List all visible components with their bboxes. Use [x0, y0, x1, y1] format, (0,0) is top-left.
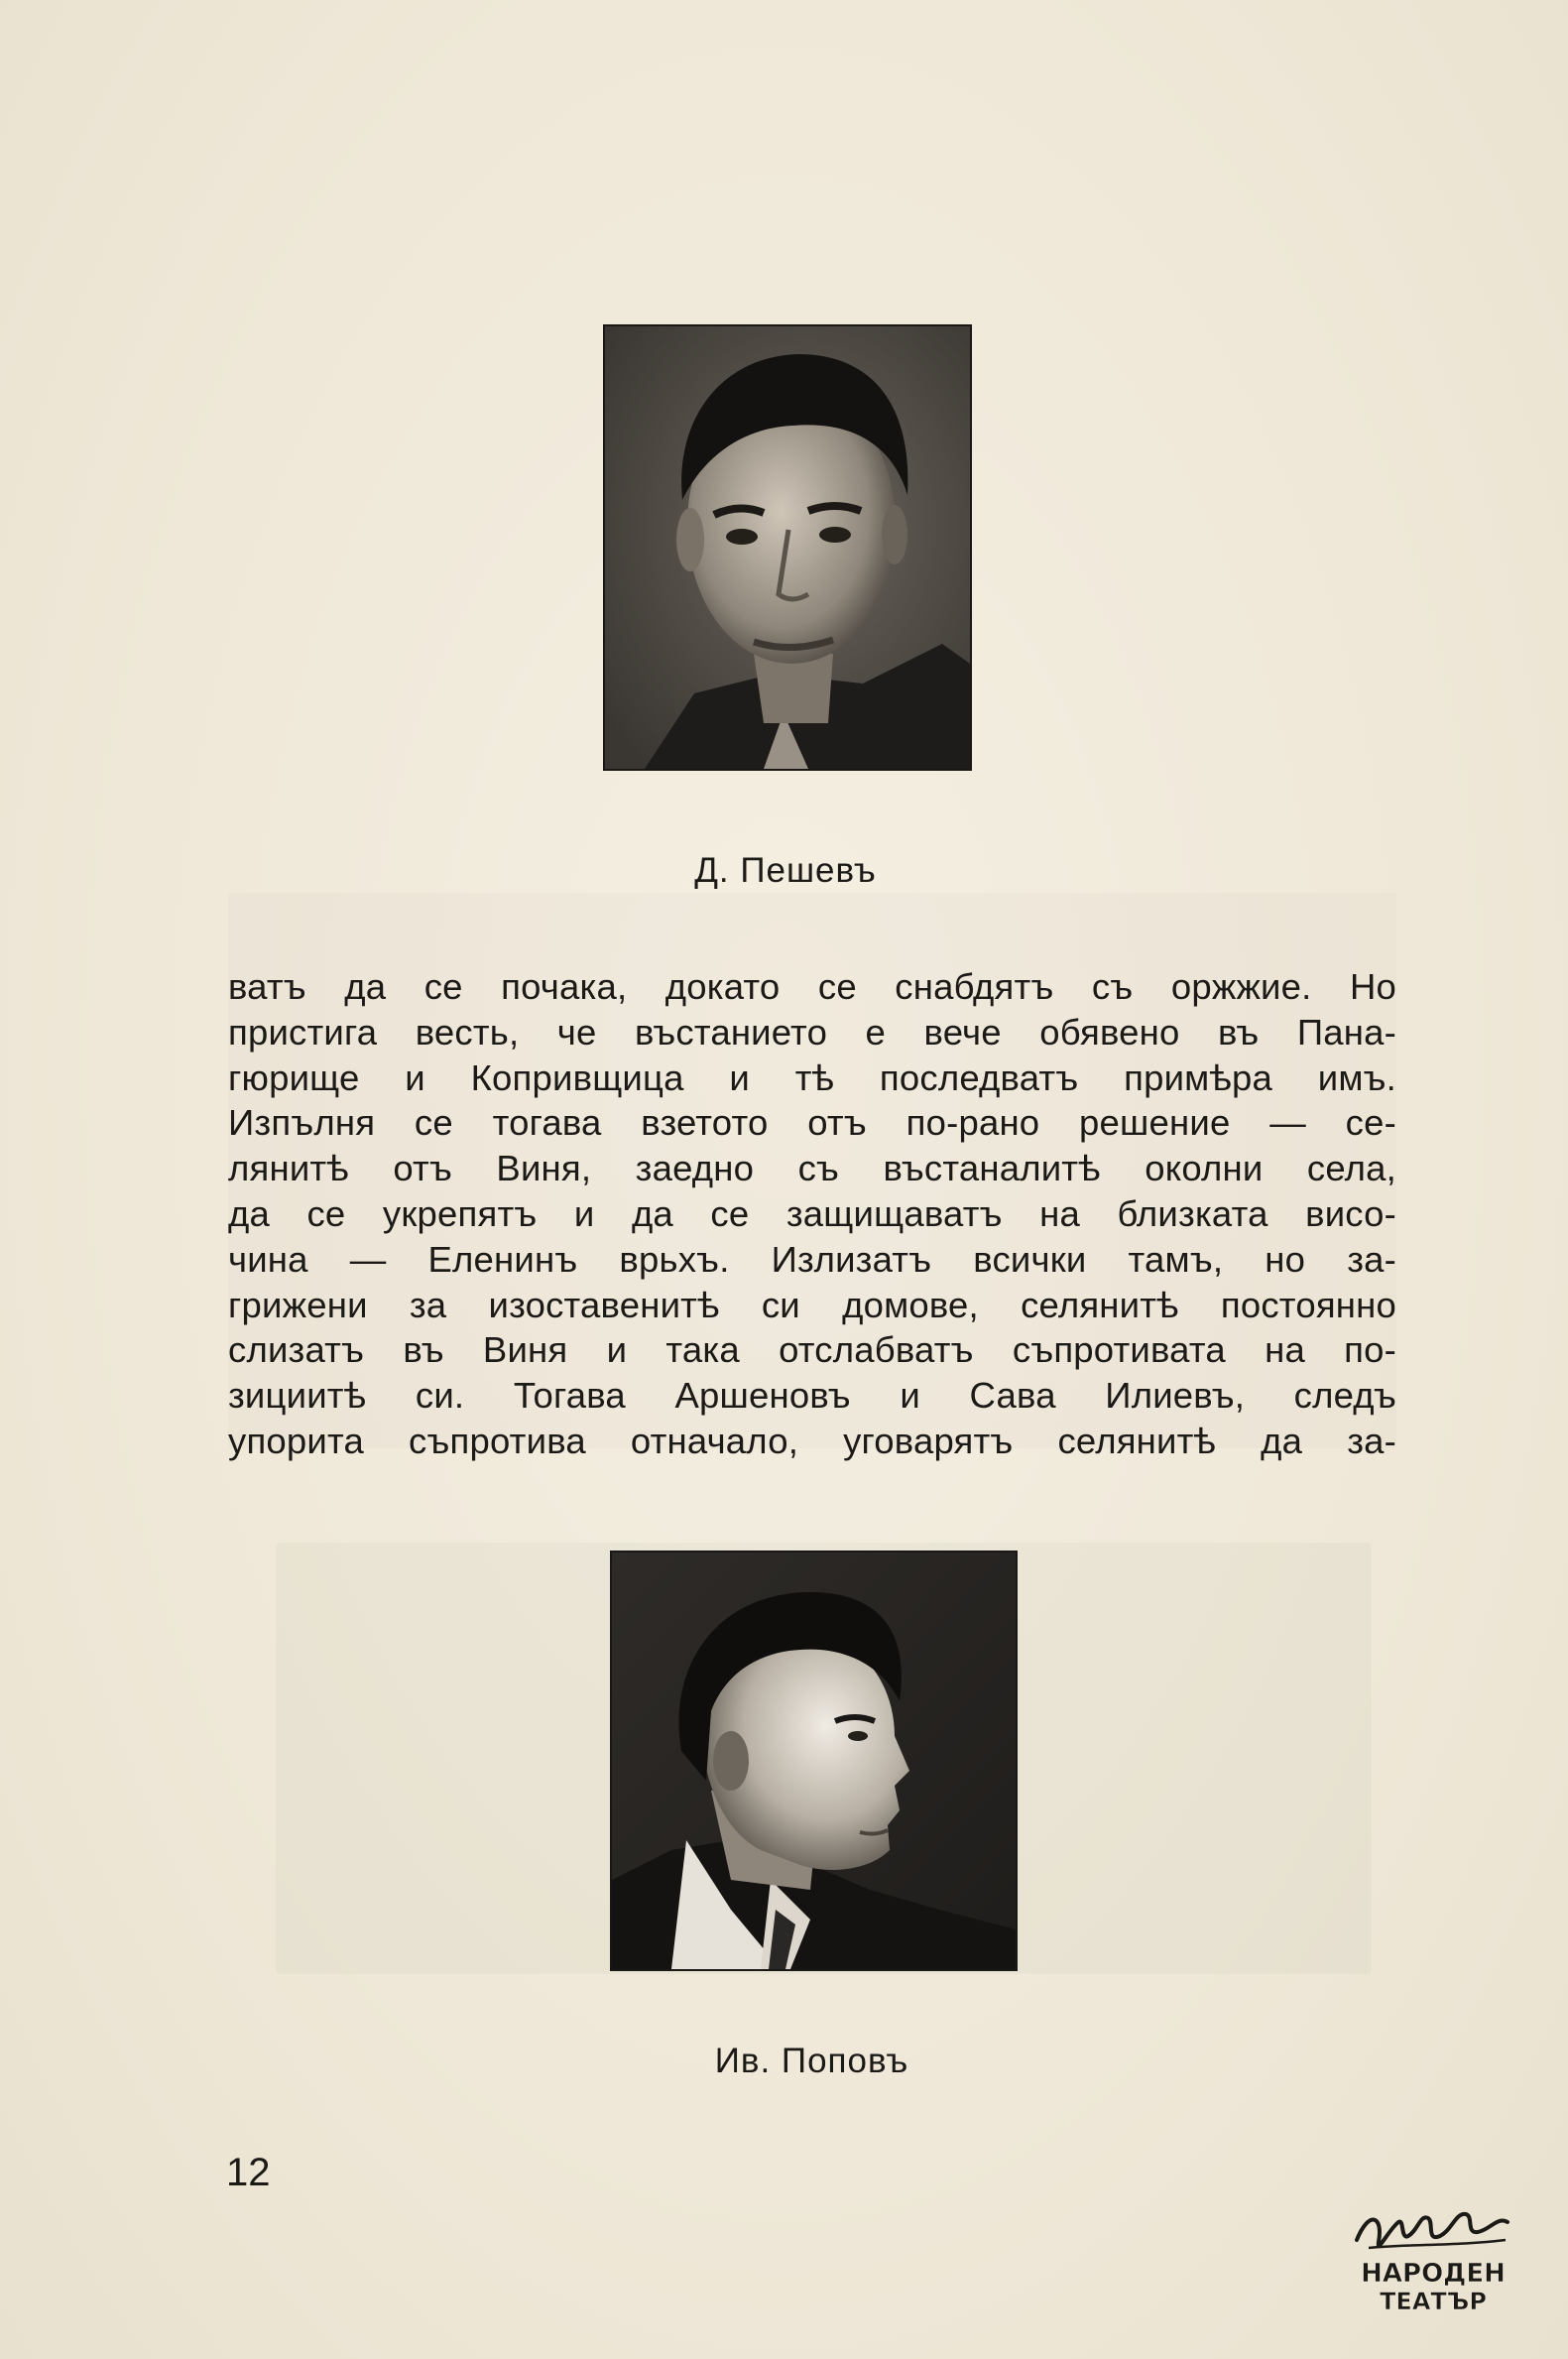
body-line: Изпълня се тогава взетото отъ по-рано решение — се-: [228, 1102, 1396, 1144]
body-line: ватъ да се почака, докато се снабдятъ съ оржжие. Но: [228, 966, 1396, 1007]
body-line: грижени за изоставенитѣ си домове, селянитѣ постоянно: [228, 1284, 1396, 1325]
body-line: зициитѣ си. Тогава Аршеновъ и Сава Илиевъ, следъ: [228, 1375, 1396, 1417]
photo-caption-popov: Ив. Поповъ: [714, 2042, 909, 2080]
portrait-illustration: [612, 1552, 1016, 1969]
photo-caption-peshev: Д. Пешевъ: [694, 851, 877, 890]
body-line: да се укрепятъ и да се защищаватъ на близката висо-: [228, 1192, 1396, 1234]
body-line: упорита съпротива отначало, уговарятъ селянитѣ да за-: [228, 1420, 1396, 1461]
body-line: пристига весть, че въстанието е вече обявено въ Пана-: [228, 1011, 1396, 1053]
page-number: 12: [226, 2151, 271, 2194]
logo-line-2: ТЕАТЪР: [1380, 2288, 1487, 2315]
national-theatre-logo: [1349, 2200, 1517, 2319]
logo-stamp: [1349, 2200, 1517, 2319]
portrait-photo-popov: [610, 1551, 1018, 1971]
body-line: гюрище и Копривщица и тѣ последватъ примѣра имъ.: [228, 1056, 1396, 1098]
body-line: слизатъ въ Виня и така отслабватъ съпротивата на по-: [228, 1329, 1396, 1371]
body-text: [228, 964, 1396, 1464]
portrait-photo-peshev: [603, 324, 972, 771]
portrait-illustration: [605, 326, 970, 769]
body-line: чина — Еленинъ врьхъ. Излизатъ всички тамъ, но за-: [228, 1238, 1396, 1280]
body-line: лянитѣ отъ Виня, заедно съ въстаналитѣ околни села,: [228, 1148, 1396, 1189]
logo-line-1: НАРОДЕН: [1361, 2259, 1506, 2289]
